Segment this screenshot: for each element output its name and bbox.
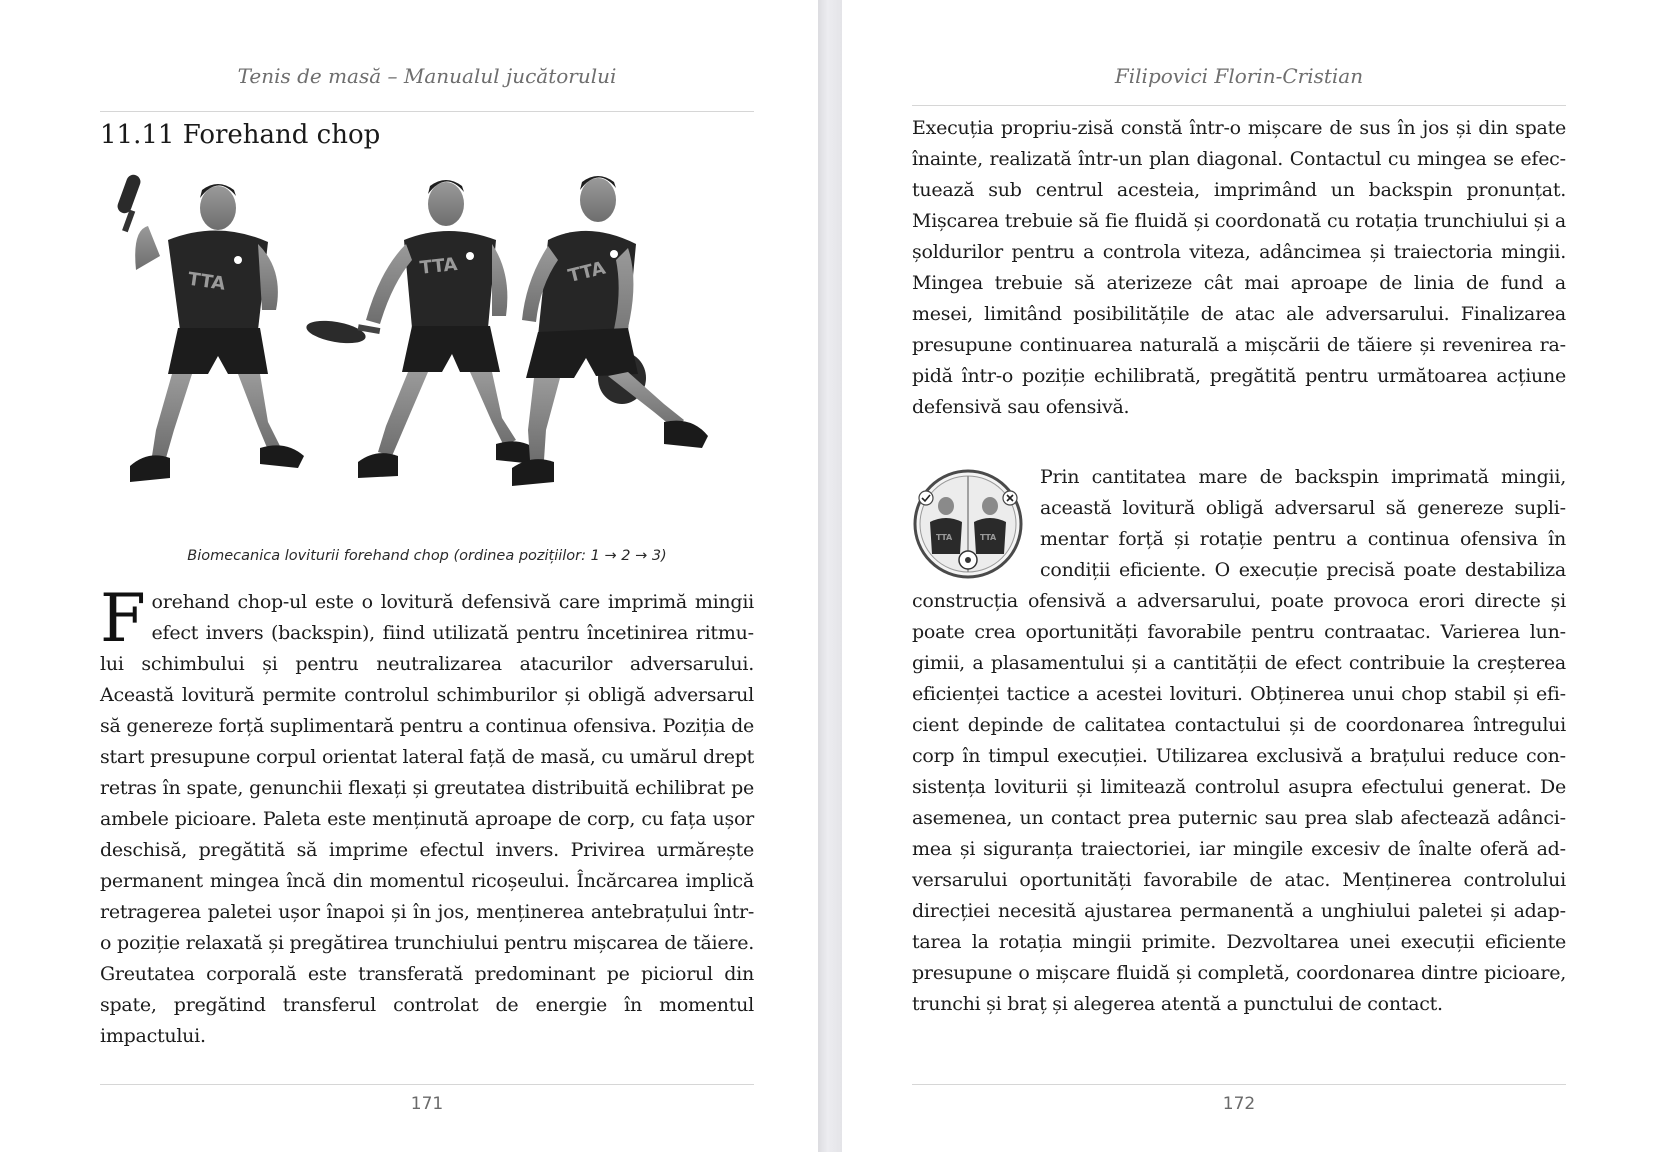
do-dont-badge-icon xyxy=(912,468,1030,580)
right-paragraph-2-container xyxy=(912,462,1566,1020)
page-number-right: 172 xyxy=(1222,1094,1256,1114)
shirt-logo-2 xyxy=(419,254,459,279)
forehand-chop-figure xyxy=(108,160,748,538)
section-title: 11.11 Forehand chop xyxy=(100,120,381,150)
left-paragraph-text: orehand chop-ul este o lovitură defensivă care imprimă mingii efect invers (backspin), fiind utilizată pentru încetinirea ritmului schimbului și pentru neutralizarea atacurilor adversarului. Această lovitură permite controlul schimburilor și obligă adversarul să genereze forță suplimentară pentru a continua ofensiva. Poziția de start presupune corpul orientat lateral față de masă, cu umărul drept retras în spate, genunchii flexați și greutatea distribuită echilibrat pe ambele picioare. Paleta este menținută aproape de corp, cu fața ușor deschisă, pregătită să imprime efectul invers. Privirea urmărește permanent mingea încă din momentul ricoșeului. Încărcarea implică retragerea paletei ușor înapoi și în jos, menținerea antebrațului într-o poziție relaxată și pregătirea trunchiului pentru mișcarea de tăiere. Greutatea corporală este transferată predominant pe piciorul din spate, pregătind transferul controlat de energie în momentul impactului. xyxy=(100,591,754,1047)
player-position-1 xyxy=(116,173,304,482)
svg-text:TTA: TTA xyxy=(418,254,459,279)
right-paragraph-1: Execuția propriu-zisă constă într-o mișcare de sus în jos și din spate înainte, realizată într-un plan diagonal. Contactul cu mingea se efectuează sub centrul acesteia, imprimând un backspin pronunțat. Mișcarea trebuie să fie fluidă și coordonată cu rotația trunchiului și a șoldurilor pentru a controla viteza, adâncimea și traiectoria mingii. Mingea trebuie să aterizeze cât mai aproape de linia de fund a mesei, limitând posibilitățile de atac ale adversarului. Finalizarea presupune continuarea naturală a mișcării de tăiere și revenirea rapidă într-o poziție echilibrată, pregătită pentru următoarea acțiune defensivă sau ofensivă. xyxy=(912,117,1566,418)
header-rule-right xyxy=(912,105,1566,106)
running-head-right: Filipovici Florin-Cristian xyxy=(1114,64,1364,88)
svg-text:TTA: TTA xyxy=(936,533,952,542)
book-gutter xyxy=(818,0,842,1152)
header-rule-left xyxy=(100,111,754,112)
dropcap: F xyxy=(100,580,146,657)
svg-text:TTA: TTA xyxy=(186,268,227,295)
running-head-left: Tenis de masă – Manualul jucătorului xyxy=(237,64,617,88)
svg-text:TTA: TTA xyxy=(980,533,996,542)
page-number-left: 171 xyxy=(410,1094,444,1114)
figure-caption: Biomecanica loviturii forehand chop (ordinea pozițiilor: 1 → 2 → 3) xyxy=(187,548,667,564)
left-body-paragraph xyxy=(100,580,754,1052)
left-page xyxy=(0,0,818,1152)
right-page xyxy=(842,0,1662,1152)
svg-text:TTA: TTA xyxy=(566,257,608,288)
player-position-3 xyxy=(512,176,708,486)
player-position-2 xyxy=(305,180,540,478)
right-paragraph-2: Prin cantitatea mare de backspin imprimată mingii, această lovitură obligă adversarul să genereze suplimentar forță și rotație pentru a continua ofensiva în condiții eficiente. O execuție precisă poate destabiliza construcția ofensivă a adversarului, poate provoca erori directe și poate crea oportunități favorabile pentru contraatac. Varierea lungimii, a plasamentului și a cantității de efect contribuie la creșterea eficienței tactice a acestei lovituri. Obținerea unui chop stabil și eficient depinde de calitatea contactului și de coordonarea întregului corp în timpul execuției. Utilizarea exclusivă a brațului reduce consistența loviturii și limitează controlul asupra efectului generat. De asemenea, un contact prea puternic sau prea slab afectează adâncimea și siguranța traiectoriei, iar mingile excesiv de înalte oferă adversarului oportunități favorabile de atac. Menținerea controlului direcției necesită ajustarea permanentă a unghiului paletei și adaptarea la rotația mingii primite. Dezvoltarea unei execuții eficiente presupune o mișcare fluidă și completă, coordonarea dintre picioare, trunchi și braț și alegerea atentă a punctului de contact. xyxy=(912,466,1566,1015)
footer-rule-right xyxy=(912,1084,1566,1085)
footer-rule-left xyxy=(100,1084,754,1085)
